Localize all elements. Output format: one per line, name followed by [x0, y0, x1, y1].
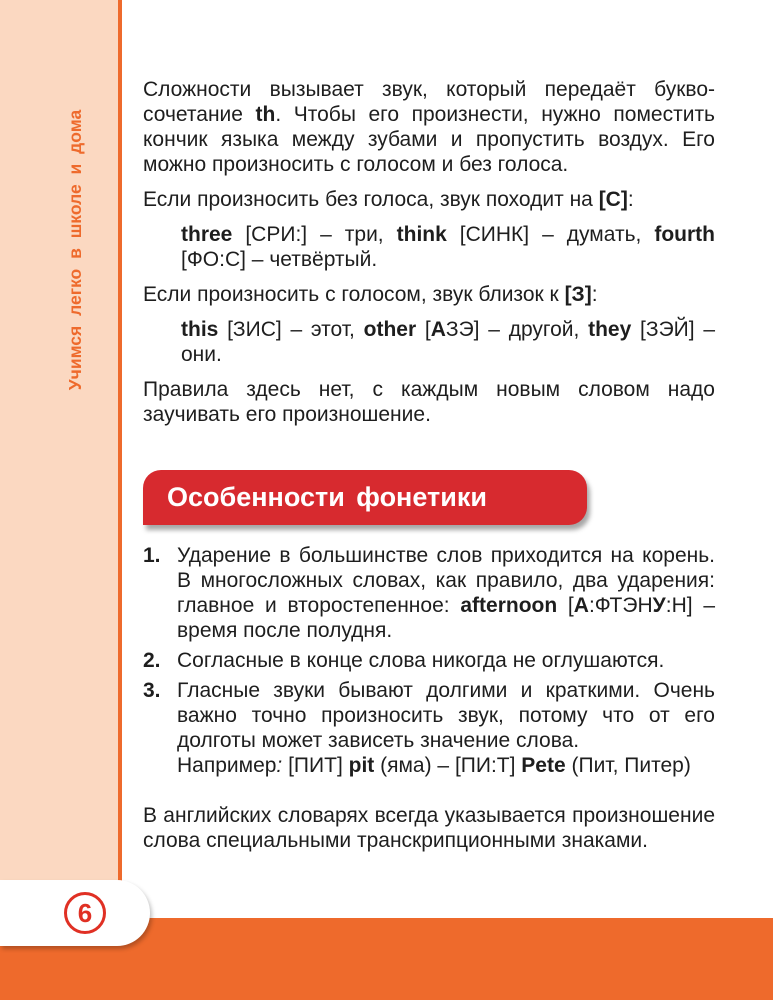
sidebar-title-text: Учимся легко в школе и дома — [65, 109, 85, 391]
closing-paragraph: В английских словарях всегда указывается произношение слова специальными транскрипционными знаками. — [143, 804, 715, 852]
list-number: 2. — [143, 649, 161, 672]
sidebar — [0, 0, 118, 1000]
list-number: 3. — [143, 679, 161, 702]
page-number: 6 — [64, 892, 106, 934]
list-item: 1. Ударение в большинстве слов приходится на корень. В многосложных словах, как правило, два ударения: главное и второстепенное: afternoon [А:ФТЭНУ:Н] – время после полудня. — [143, 544, 715, 642]
intro-paragraph-4: Правила здесь нет, с каждым новым словом надо заучивать его произношение. — [143, 378, 715, 426]
intro-text — [143, 77, 715, 427]
voiceless-examples: three [СРИ:] – три, think [СИНК] – думать, fourth [ФО:С] – четвёртый. — [181, 223, 715, 271]
list-item: 2. Согласные в конце слова никогда не оглушаются. — [143, 649, 665, 672]
section-heading: Особенности фонетики — [143, 470, 587, 525]
list-item: 3. Гласные звуки бывают долгими и краткими. Очень важно точно произносить звук, потому что от его долготы может зависеть значение слова. Например: [ПИТ] pit (яма) – [ПИ:Т] Pete (Пит, Питер) — [143, 679, 715, 777]
sidebar-title — [60, 80, 90, 420]
sidebar-divider — [118, 0, 122, 1000]
intro-paragraph-2: Если произносить без голоса, звук походит на [С]: — [143, 188, 634, 211]
voiced-examples: this [ЗИС] – этот, other [АЗЭ] – другой, they [ЗЭЙ] – они. — [181, 318, 716, 366]
phonetics-list — [143, 543, 715, 783]
list-number: 1. — [143, 544, 161, 567]
section-heading-block — [143, 470, 587, 525]
intro-paragraph-1: Сложности вызывает звук, который передаёт буквосочетание th. Чтобы его произнести, нужно поместить кончик языка между зубами и пропустить воздух. Его можно произносить с голосом и без голоса. — [143, 78, 716, 176]
intro-paragraph-3: Если произносить с голосом, звук близок к [З]: — [143, 283, 598, 306]
